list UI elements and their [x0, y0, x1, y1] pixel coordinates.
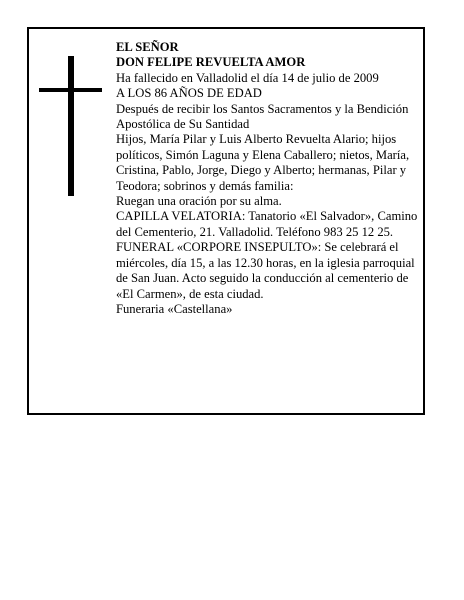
chapel-text: CAPILLA VELATORIA: Tanatorio «El Salvador», Camino del Cementerio, 21. Valladolid. Teléfono 983 25 12 25.: [116, 209, 418, 239]
title-line-1: EL SEÑOR: [116, 40, 179, 54]
death-line: Ha fallecido en Valladolid el día 14 de julio de 2009: [116, 70, 379, 85]
funeral-text: FUNERAL «CORPORE INSEPULTO»: Se celebrará el miércoles, día 15, a las 12.30 horas, en la iglesia parroquial de San Juan. Acto seguido la conducción al cementerio de «El Carmen», de esta ciudad.: [116, 240, 415, 301]
obituary-notice: [27, 27, 425, 415]
cross-icon: [68, 56, 74, 196]
age-line: A LOS 86 AÑOS DE EDAD: [116, 86, 262, 101]
obituary-text: [116, 40, 418, 317]
funeral-home-text: Funeraria «Castellana»: [116, 301, 233, 316]
prayer-text: Ruegan una oración por su alma.: [116, 194, 282, 209]
cross-icon-bar: [39, 88, 102, 92]
sacraments-text: Después de recibir los Santos Sacramentos y la Bendición Apostólica de Su Santidad: [116, 101, 409, 132]
deceased-name: DON FELIPE REVUELTA AMOR: [116, 55, 306, 70]
family-text: Hijos, María Pilar y Luis Alberto Revuelta Alario; hijos políticos, Simón Laguna y Elena Caballero; nietos, María, Cristina, Pablo, Jorge, Diego y Alberto; hermanas, Pilar y Teodora; sobrinos y demás familia:: [116, 132, 410, 193]
